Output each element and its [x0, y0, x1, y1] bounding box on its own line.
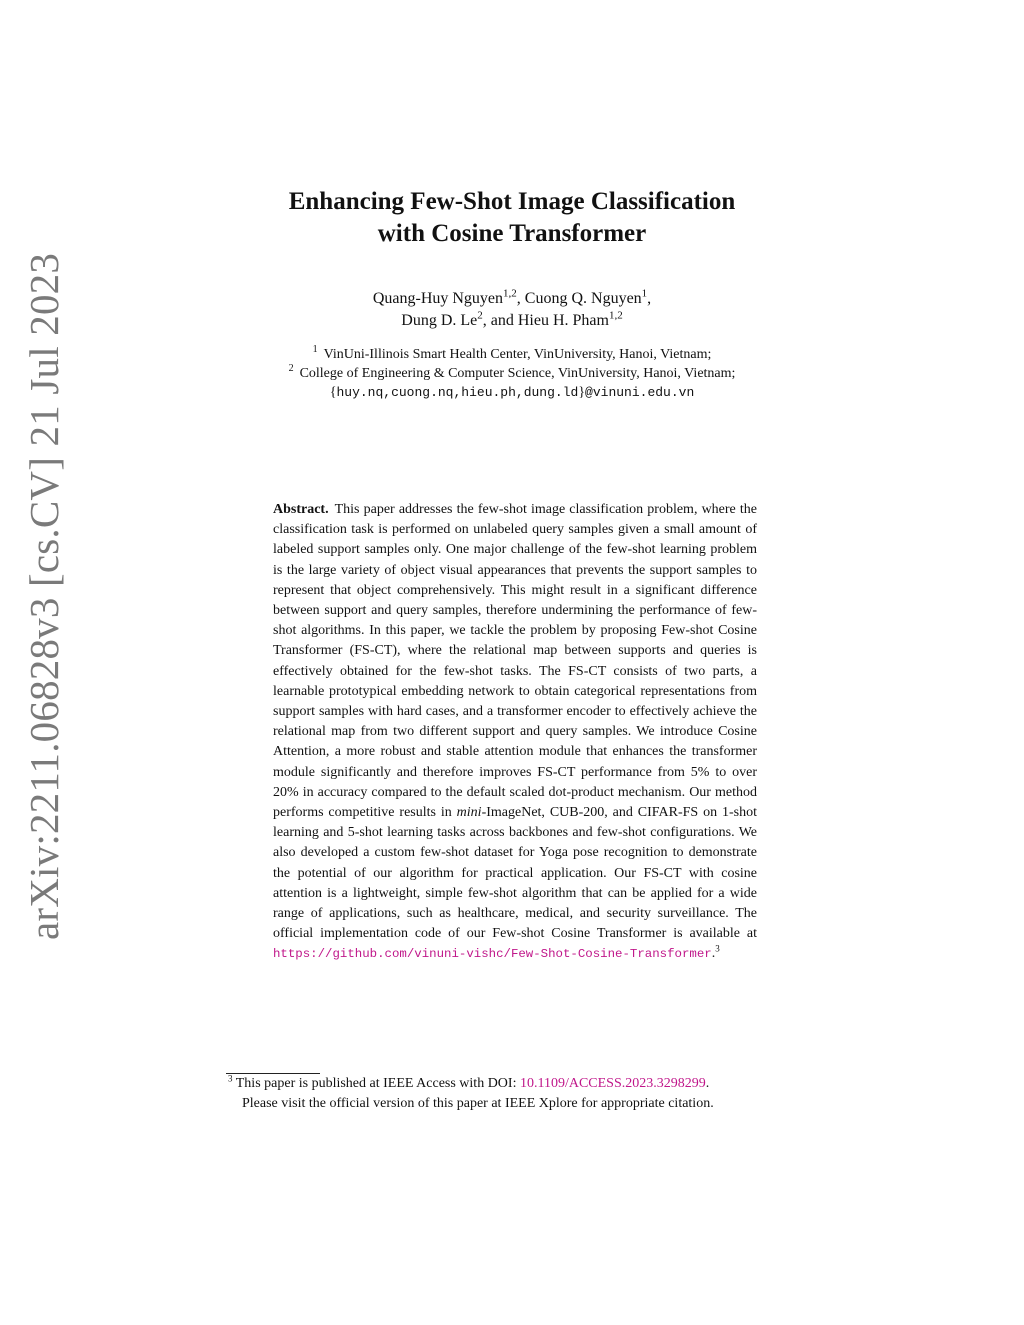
email-brace-close: } — [578, 385, 586, 400]
email-usernames: huy.nq,cuong.nq,hieu.ph,dung.ld — [336, 385, 579, 400]
abstract — [273, 500, 757, 965]
footnote — [228, 1074, 828, 1114]
author-separator: , — [516, 290, 525, 307]
footnote-text: This paper is published at IEEE Access with DOI: — [235, 1076, 520, 1091]
abstract-label: Abstract. — [273, 502, 329, 517]
email-brace-open: { — [329, 385, 337, 400]
author-name: Dung D. Le — [401, 312, 478, 329]
abstract-link-suffix: . — [711, 946, 716, 962]
footnote-line-2: Please visit the official version of this paper at IEEE Xplore for appropriate citation. — [242, 1096, 714, 1111]
arxiv-identifier-stamp: arXiv:2211.06828v3 [cs.CV] 21 Jul 2023 — [21, 252, 67, 940]
footnote-reference-mark[interactable]: 3 — [715, 943, 720, 954]
affiliation-text: VinUni-Illinois Smart Health Center, VinUniversity, Hanoi, Vietnam; — [323, 347, 712, 362]
author-affiliation-mark: 1,2 — [608, 309, 623, 322]
author-affiliation-mark: 1 — [641, 287, 648, 300]
footnote-text-end: . — [705, 1076, 710, 1091]
author-list — [0, 288, 1024, 332]
github-repo-link[interactable]: https://github.com/vinuni-vishc/Few-Shot-Cosine-Transformer — [273, 947, 712, 962]
author-line-1 — [0, 288, 1024, 310]
footnote-mark: 3 — [228, 1073, 233, 1084]
abstract-text: -ImageNet, CUB-200, and CIFAR-FS on 1-shot learning and 5-shot learning tasks across backbones and few-shot configurations. We also developed a custom few-shot dataset for Yoga pose recognition to demonstrate the potential of our algorithm for practical application. Our FS-CT with cosine attention is a lightweight, simple few-shot algorithm that can be applied for a wide range of applications, such as healthcare, medical, and security surveillance. The official implementation code of our Few-shot Cosine Transformer is available at — [273, 805, 757, 942]
author-emails — [0, 383, 1024, 402]
author-affiliation-mark: 1,2 — [503, 287, 517, 300]
paper-title-line-1: Enhancing Few-Shot Image Classification — [288, 188, 736, 215]
doi-link[interactable]: 10.1109/ACCESS.2023.3298299 — [519, 1076, 706, 1091]
author-affiliation-mark: 2 — [477, 309, 483, 322]
paper-title — [0, 186, 1024, 250]
paper-title-line-2: with Cosine Transformer — [377, 220, 647, 247]
affiliation-text: College of Engineering & Computer Science, VinUniversity, Hanoi, Vietnam; — [299, 366, 736, 381]
author-name: Cuong Q. Nguyen — [524, 290, 642, 307]
author-line-2 — [0, 310, 1024, 332]
author-name: Quang-Huy Nguyen — [372, 290, 504, 307]
email-domain: @vinuni.edu.vn — [585, 385, 695, 400]
abstract-text: This paper addresses the few-shot image classification problem, where the classification task is performed on unlabeled query samples given a small amount of labeled support samples only. One major challenge of the few-shot learning problem is the large variety of object visual appearances that prevents the support samples to represent that object comprehensively. This might result in a significant difference between support and query samples, therefore undermining the performance of few-shot algorithms. In this paper, we tackle the problem by proposing Few-shot Cosine Transformer (FS-CT), where the relational map between supports and queries is effectively obtained for the few-shot tasks. The FS-CT consists of two parts, a learnable prototypical embedding network to obtain categorical representations from support samples with hard cases, and a transformer encoder to effectively achieve the relational map from two different support and query samples. We introduce Cosine Attention, a more robust and stable attention module that enhances the transformer module significantly and therefore improves FS-CT performance from 5% to over 20% in accuracy compared to the default scaled dot-product mechanism. Our method performs competitive results in — [273, 502, 757, 821]
author-separator: , — [647, 290, 652, 307]
affiliation-2 — [0, 364, 1024, 383]
footnote-line-1 — [228, 1074, 828, 1094]
abstract-italic-term: mini — [456, 805, 482, 821]
affiliation-mark: 1 — [312, 344, 318, 356]
author-separator: , and — [482, 312, 518, 329]
author-name: Hieu H. Pham — [517, 312, 609, 329]
affiliation-1 — [0, 345, 1024, 364]
affiliation-list — [0, 345, 1024, 402]
affiliation-mark: 2 — [288, 363, 294, 375]
